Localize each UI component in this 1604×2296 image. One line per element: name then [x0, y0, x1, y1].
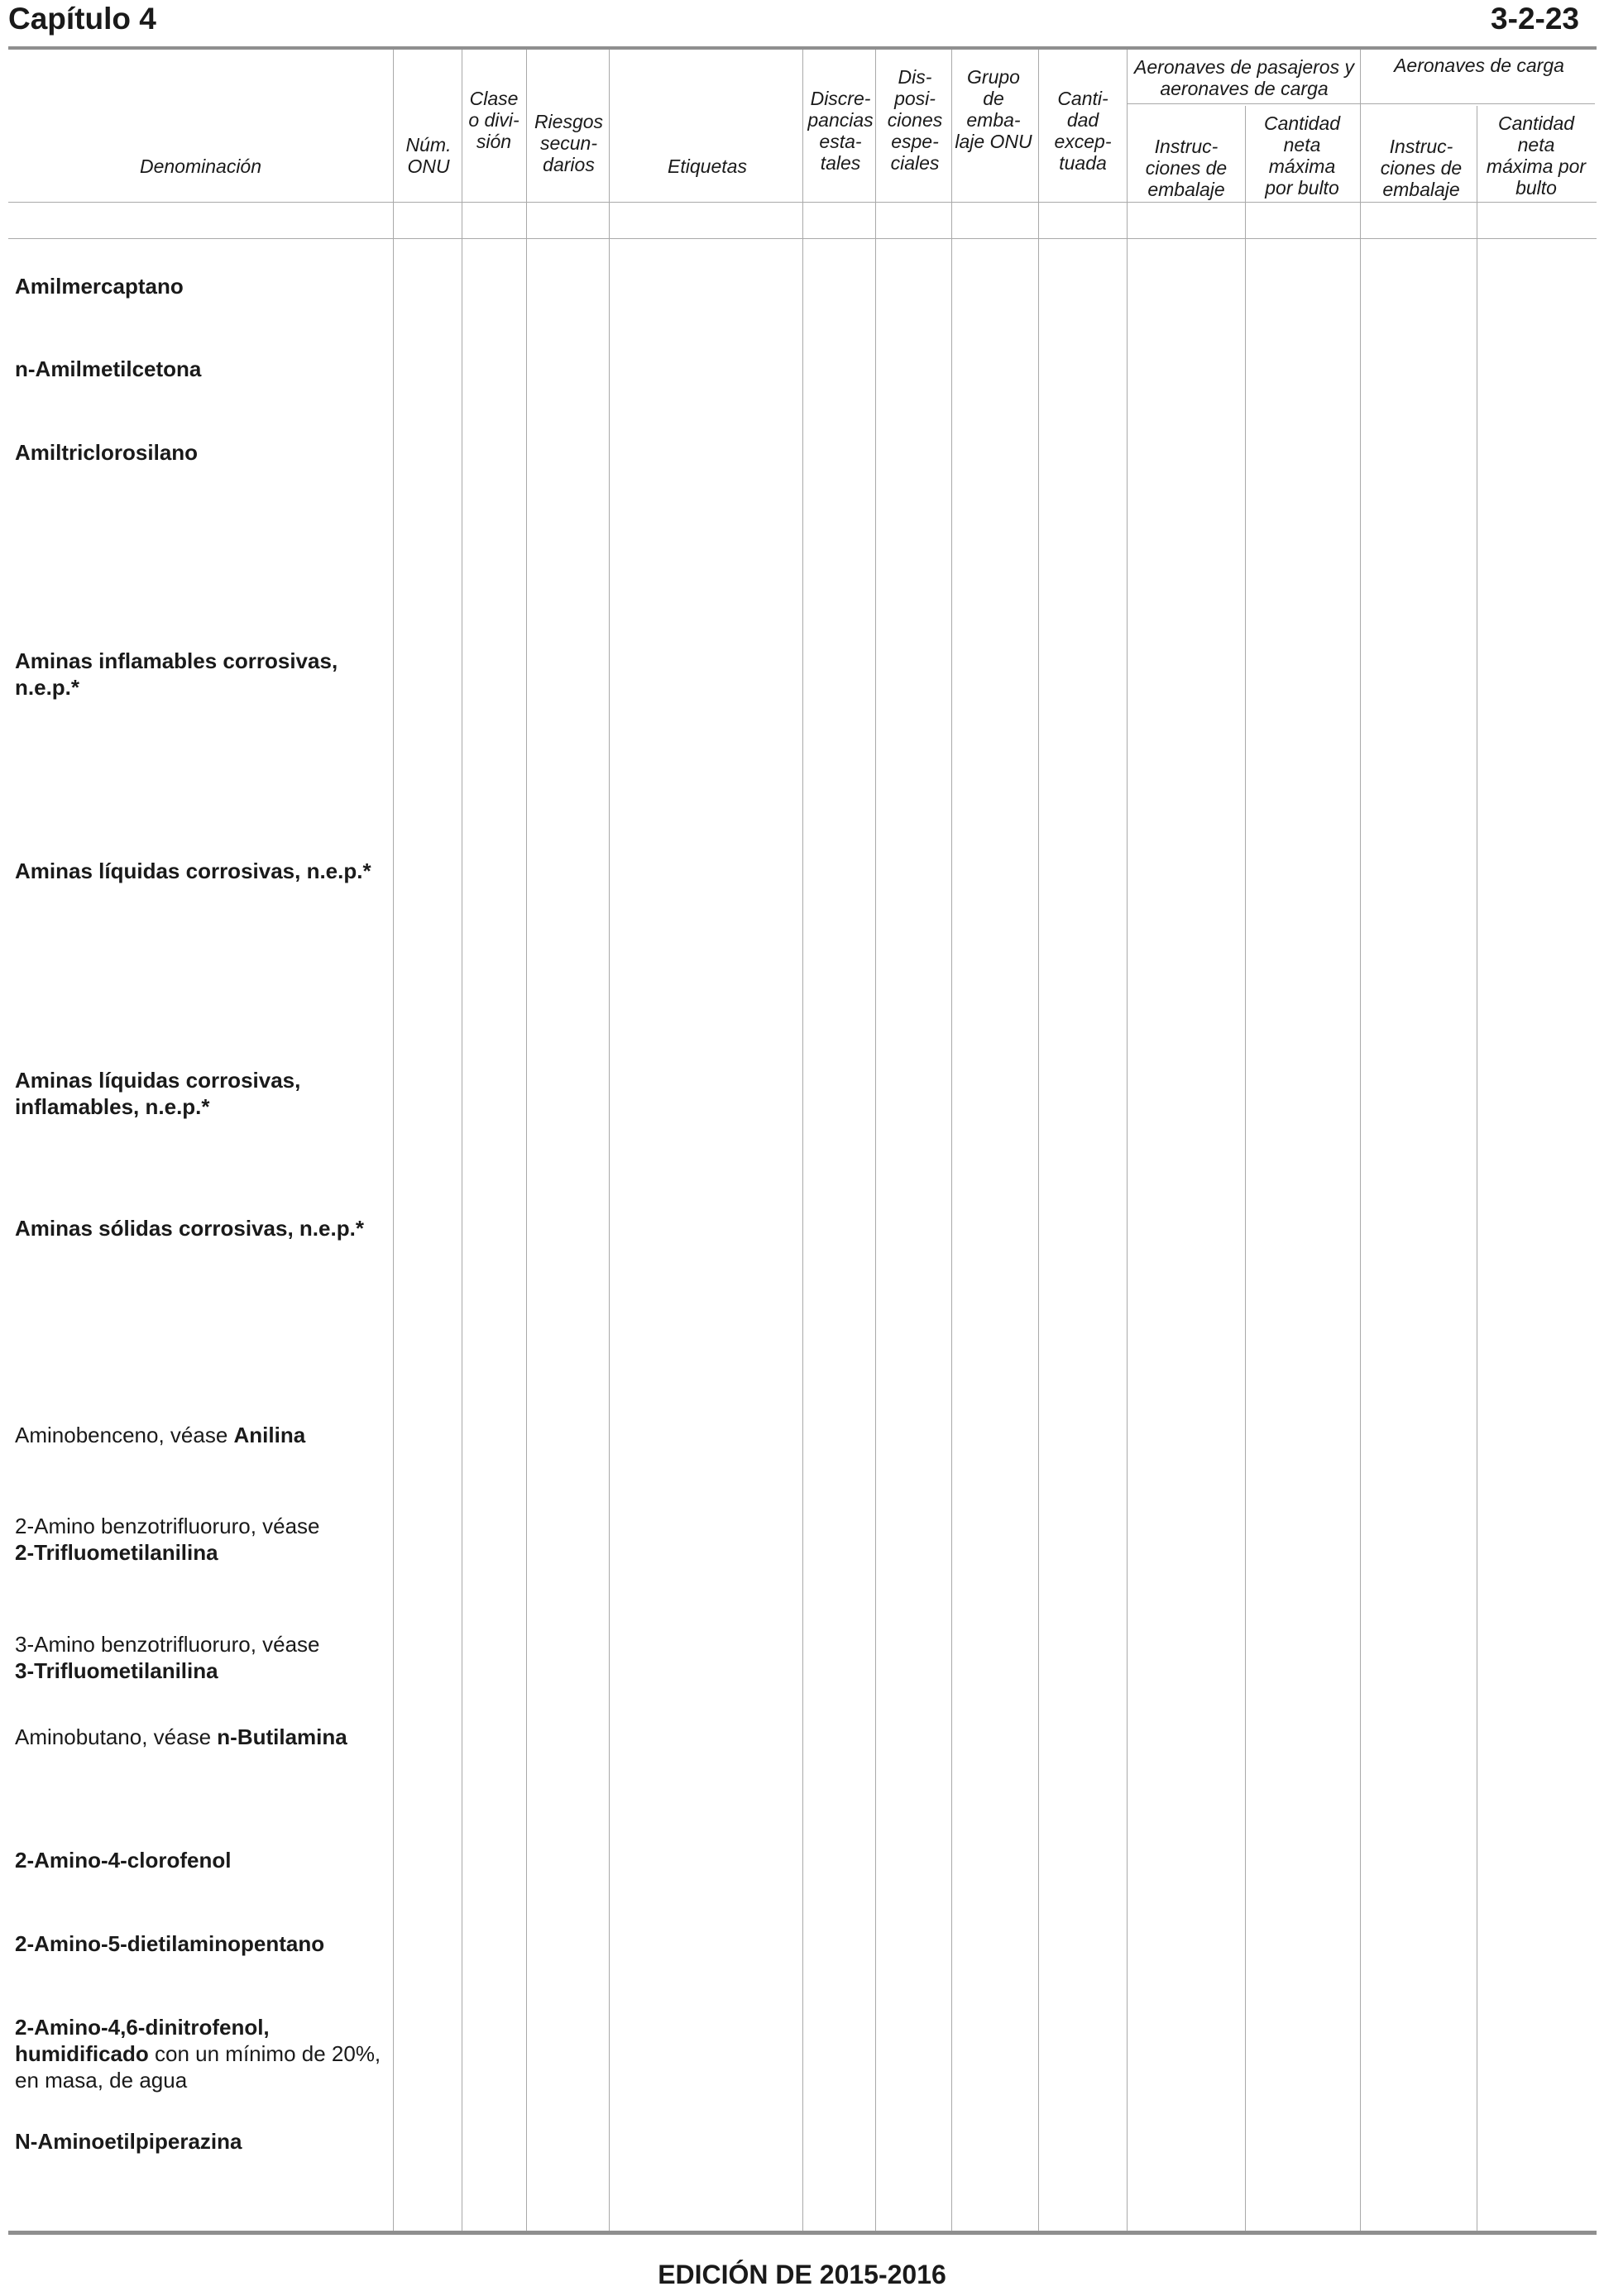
column-divider: [875, 50, 876, 2231]
header-pi-cargo: Instruc- ciones de embalaje: [1380, 136, 1463, 200]
substance-name: [15, 439, 387, 466]
header-group-passenger: Aeronaves de pasajeros y aeronaves de carga: [1134, 56, 1354, 99]
substance-name-bold: Aminas inflamables corrosivas, n.e.p.*: [15, 648, 338, 700]
substance-name: [15, 1930, 387, 1957]
bottom-rule: [8, 2231, 1597, 2235]
header-qty-cargo: Cantidad neta máxima por bulto: [1486, 112, 1587, 199]
substance-name: [15, 1067, 387, 1120]
column-divider: [609, 50, 610, 2231]
column-divider: [802, 50, 803, 2231]
cross-reference: [15, 1513, 387, 1566]
header-riesgos: Riesgos secun- darios: [534, 111, 604, 175]
column-number-divider: [8, 238, 1597, 239]
group-header-divider: [1127, 103, 1595, 104]
header-group-cargo: Aeronaves de carga: [1394, 55, 1564, 76]
header-discrepancias: Discre- pancias esta- tales: [807, 88, 874, 174]
substance-name-bold: n-Amilmetilcetona: [15, 356, 202, 381]
header-clase: Clase o divi- sión: [468, 88, 520, 152]
cross-reference-text: 2-Amino benzotrifluoruro, véase: [15, 1514, 320, 1538]
substance-name-bold: 2-Amino-4,6-dinitrofenol, humidificado: [15, 2015, 270, 2066]
substance-name: [15, 2128, 387, 2155]
substance-name-bold: 2-Amino-5-dietilaminopentano: [15, 1931, 325, 1956]
substance-name: [15, 2014, 387, 2093]
cross-reference-text: Aminobutano, véase: [15, 1724, 218, 1749]
substance-name: [15, 1847, 387, 1873]
header-disposiciones: Dis- posi- ciones espe- ciales: [887, 66, 943, 174]
cross-reference-text: Aminobenceno, véase: [15, 1423, 234, 1447]
header-pi-passenger: Instruc- ciones de embalaje: [1145, 136, 1228, 200]
substance-name-rest: con un mínimo de 20%, en masa, de agua: [15, 2041, 381, 2093]
substance-name-bold: Aminas líquidas corrosivas, inflamables, n.e.p.*: [15, 1068, 301, 1119]
column-divider: [1360, 50, 1361, 2231]
substance-name-bold: Aminas sólidas corrosivas, n.e.p.*: [15, 1216, 364, 1241]
header-denominacion: Denominación: [139, 155, 262, 177]
substance-name: [15, 1215, 387, 1241]
header-num-onu: Núm. ONU: [405, 134, 452, 177]
substance-name-bold: Amilmercaptano: [15, 274, 184, 299]
page-number: 3-2-23: [1491, 2, 1579, 36]
cross-reference-target: n-Butilamina: [217, 1724, 347, 1749]
header-divider: [8, 202, 1597, 203]
cross-reference: [15, 1631, 387, 1684]
column-divider: [1245, 106, 1246, 2231]
cross-reference: [15, 1724, 387, 1750]
column-divider: [951, 50, 952, 2231]
cross-reference-text: 3-Amino benzotrifluoruro, véase: [15, 1632, 320, 1657]
column-divider: [1127, 50, 1128, 2231]
substance-name-bold: Aminas líquidas corrosivas, n.e.p.*: [15, 859, 371, 883]
cross-reference-target: Anilina: [233, 1423, 306, 1447]
column-divider: [526, 50, 527, 2231]
substance-name: [15, 273, 387, 299]
header-qty-passenger: Cantidad neta máxima por bulto: [1263, 112, 1341, 199]
substance-name: [15, 356, 387, 382]
footer-edition: EDICIÓN DE 2015-2016: [658, 2260, 946, 2289]
substance-name-bold: 2-Amino-4-clorofenol: [15, 1848, 232, 1873]
substance-name-bold: N-Aminoetilpiperazina: [15, 2129, 242, 2154]
column-divider: [1038, 50, 1039, 2231]
cross-reference-target: 2-Trifluometilanilina: [15, 1540, 218, 1565]
chapter-title: Capítulo 4: [8, 2, 156, 36]
header-cantidad-exceptuada: Canti- dad excep- tuada: [1054, 88, 1112, 174]
substance-name: [15, 858, 387, 884]
cross-reference-target: 3-Trifluometilanilina: [15, 1658, 218, 1683]
cross-reference: [15, 1422, 387, 1448]
header-grupo: Grupo de emba- laje ONU: [955, 66, 1032, 152]
substance-name: [15, 648, 387, 701]
substance-name-bold: Amiltriclorosilano: [15, 440, 199, 465]
header-etiquetas: Etiquetas: [668, 155, 747, 177]
column-divider: [393, 50, 394, 2231]
